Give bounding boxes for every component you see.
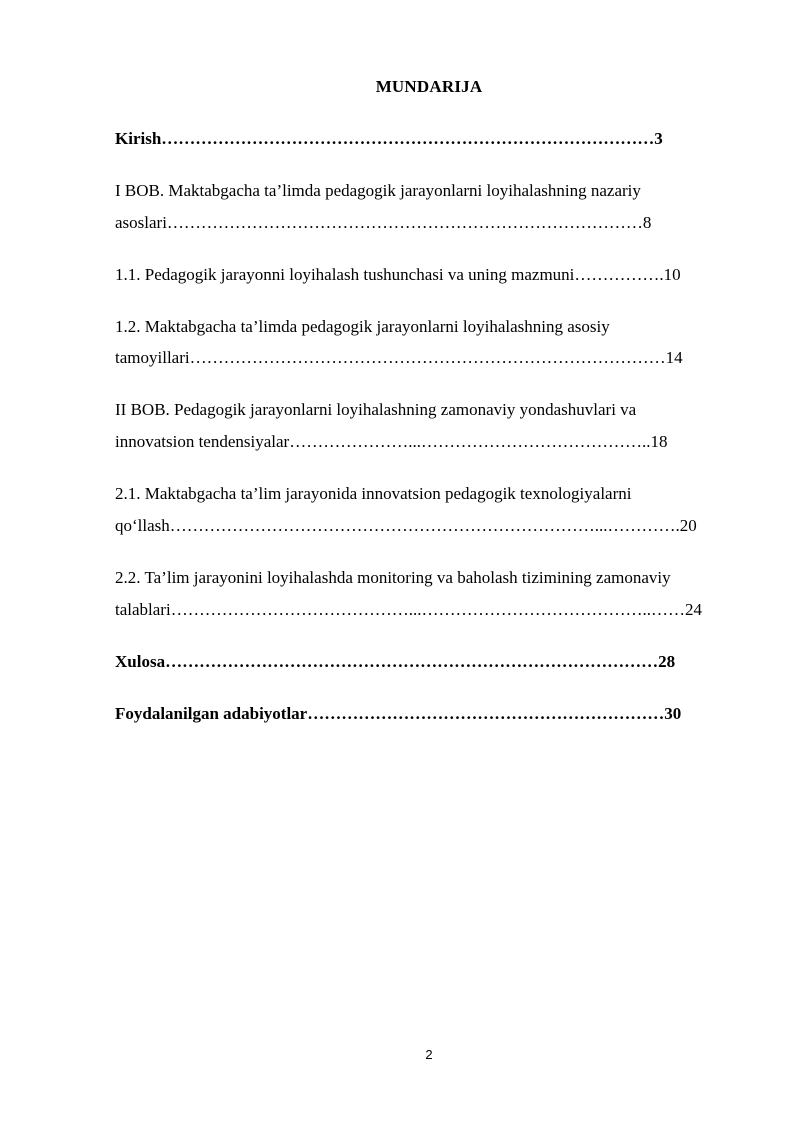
toc-entry-chapter-1-line-2: asoslari…………………………………………………………………………8 (115, 213, 652, 232)
toc-entry-section-2-2-line-2: talablari……………………………………...…………………………………..……24 (115, 600, 702, 619)
toc-entry-chapter-2-line-1: II BOB. Pedagogik jarayonlarni loyihalashning zamonaviy yondashuvlari va (115, 400, 637, 419)
toc-entry-section-2-1-line-2: qo‘llash…………………………………………………………………...………….20 (115, 516, 697, 535)
toc-entry-section-1-1: 1.1. Pedagogik jarayonni loyihalash tushunchasi va uning mazmuni…………….10 (115, 265, 681, 284)
toc-entry-kirish: Kirish……………………………………………………………………………3 (115, 129, 663, 148)
page-number: 2 (425, 1047, 433, 1062)
toc-entry-section-2-1-line-1: 2.1. Maktabgacha ta’lim jarayonida innovatsion pedagogik texnologiyalarni (115, 484, 632, 503)
toc-entry-chapter-2-line-2: innovatsion tendensiyalar…………………...…………………………………..18 (115, 432, 668, 451)
toc-entry-section-1-2-line-1: 1.2. Maktabgacha ta’limda pedagogik jarayonlarni loyihalashning asosiy (115, 317, 610, 336)
toc-entry-section-1-2-line-2: tamoyillari…………………………………………………………………………14 (115, 348, 683, 367)
toc-entry-references: Foydalanilgan adabiyotlar………………………………………………………30 (115, 704, 682, 723)
page-title: MUNDARIJA (375, 77, 483, 96)
toc-entry-section-2-2-line-1: 2.2. Ta’lim jarayonini loyihalashda monitoring va baholash tizimining zamonaviy (115, 568, 671, 587)
toc-entry-chapter-1-line-1: I BOB. Maktabgacha ta’limda pedagogik jarayonlarni loyihalashning nazariy (115, 181, 641, 200)
toc-entry-xulosa: Xulosa……………………………………………………………………………28 (115, 652, 676, 671)
